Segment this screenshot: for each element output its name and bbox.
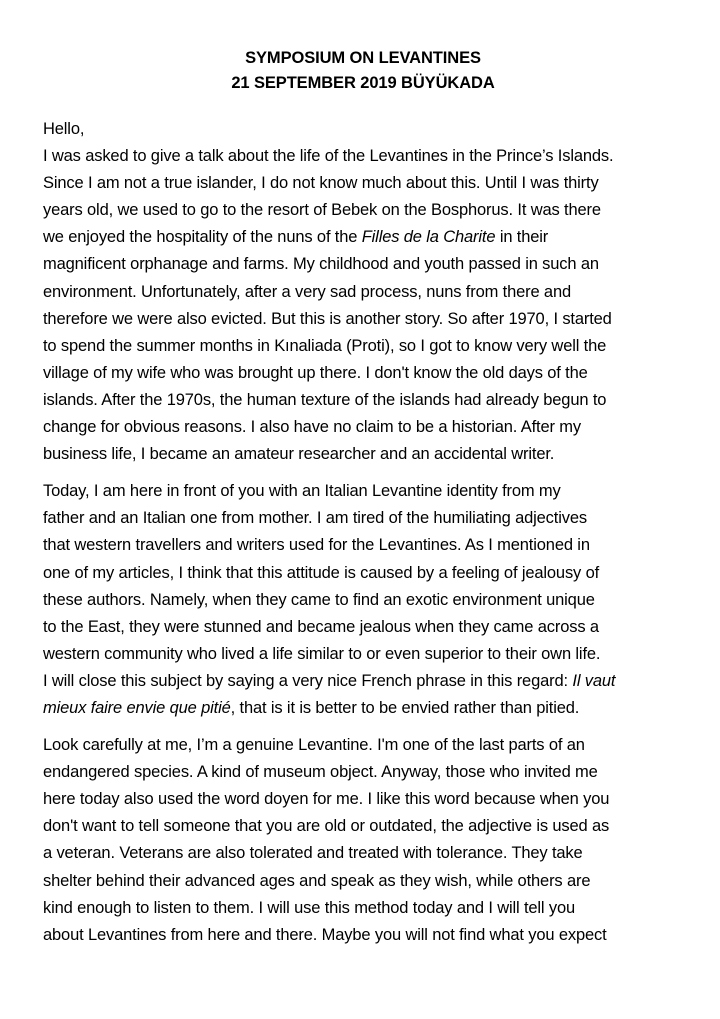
text-span: we enjoyed the hospitality of the nuns of the (43, 228, 362, 247)
italic-phrase: Il vaut (572, 671, 616, 690)
text-line: I was asked to give a talk about the life of the Levantines in the Prince’s Islands. (43, 147, 614, 166)
text-line: change for obvious reasons. I also have no claim to be a historian. After my (43, 418, 581, 437)
paragraph-3 (43, 732, 683, 949)
text-line: environment. Unfortunately, after a very sad process, nuns from there and (43, 282, 572, 301)
text-line: Hello, (43, 120, 85, 138)
text-line: about Levantines from here and there. Maybe you will not find what you expect (43, 925, 607, 944)
text-line: islands. After the 1970s, the human texture of the islands had already begun to (43, 390, 607, 409)
text-line: these authors. Namely, when they came to find an exotic environment unique (43, 590, 595, 609)
paragraph-1 (43, 116, 683, 468)
text-line: here today also used the word doyen for me. I like this word because when you (43, 790, 610, 809)
text-line: to the East, they were stunned and became jealous when they came across a (43, 617, 599, 636)
text-line: western community who lived a life similar to or even superior to their own life. (43, 644, 601, 663)
text-line: years old, we used to go to the resort of Bebek on the Bosphorus. It was there (43, 201, 601, 220)
document-page (43, 46, 683, 959)
text-line (43, 668, 683, 695)
text-line: therefore we were also evicted. But this is another story. So after 1970, I started (43, 309, 612, 328)
italic-phrase: mieux faire envie que pitié (43, 698, 231, 717)
text-line (43, 695, 683, 722)
text-line: village of my wife who was brought up there. I don't know the old days of the (43, 363, 588, 382)
text-line: endangered species. A kind of museum object. Anyway, those who invited me (43, 763, 598, 782)
text-line: father and an Italian one from mother. I am tired of the humiliating adjectives (43, 509, 587, 528)
document-subtitle-date: 21 SEPTEMBER 2019 BÜYÜKADA (231, 74, 495, 92)
italic-phrase: Filles de la Charite (361, 228, 496, 247)
text-line (43, 224, 683, 251)
text-line: Since I am not a true islander, I do not know much about this. Until I was thirty (43, 174, 599, 193)
text-span: in their (495, 228, 549, 247)
paragraph-2 (43, 478, 683, 722)
text-line: business life, I became an amateur researcher and an accidental writer. (43, 445, 555, 464)
text-span: I will close this subject by saying a very nice French phrase in this regard: (43, 671, 573, 690)
document-title: SYMPOSIUM ON LEVANTINES (245, 49, 481, 67)
text-line: Today, I am here in front of you with an Italian Levantine identity from my (43, 482, 561, 501)
text-line: a veteran. Veterans are also tolerated and treated with tolerance. They take (43, 844, 583, 863)
text-line: to spend the summer months in Kınaliada (Proti), so I got to know very well the (43, 336, 607, 355)
text-span: , that is it is better to be envied rather than pitied. (230, 698, 580, 717)
text-line: Look carefully at me, I’m a genuine Levantine. I'm one of the last parts of an (43, 736, 585, 755)
title-block (43, 46, 683, 96)
text-line: kind enough to listen to them. I will use this method today and I will tell you (43, 898, 576, 917)
text-line: shelter behind their advanced ages and speak as they wish, while others are (43, 871, 591, 890)
text-line: magnificent orphanage and farms. My childhood and youth passed in such an (43, 255, 599, 274)
text-line: one of my articles, I think that this attitude is caused by a feeling of jealousy of (43, 563, 600, 582)
text-line: don't want to tell someone that you are old or outdated, the adjective is used as (43, 817, 610, 836)
text-line: that western travellers and writers used for the Levantines. As I mentioned in (43, 536, 590, 555)
